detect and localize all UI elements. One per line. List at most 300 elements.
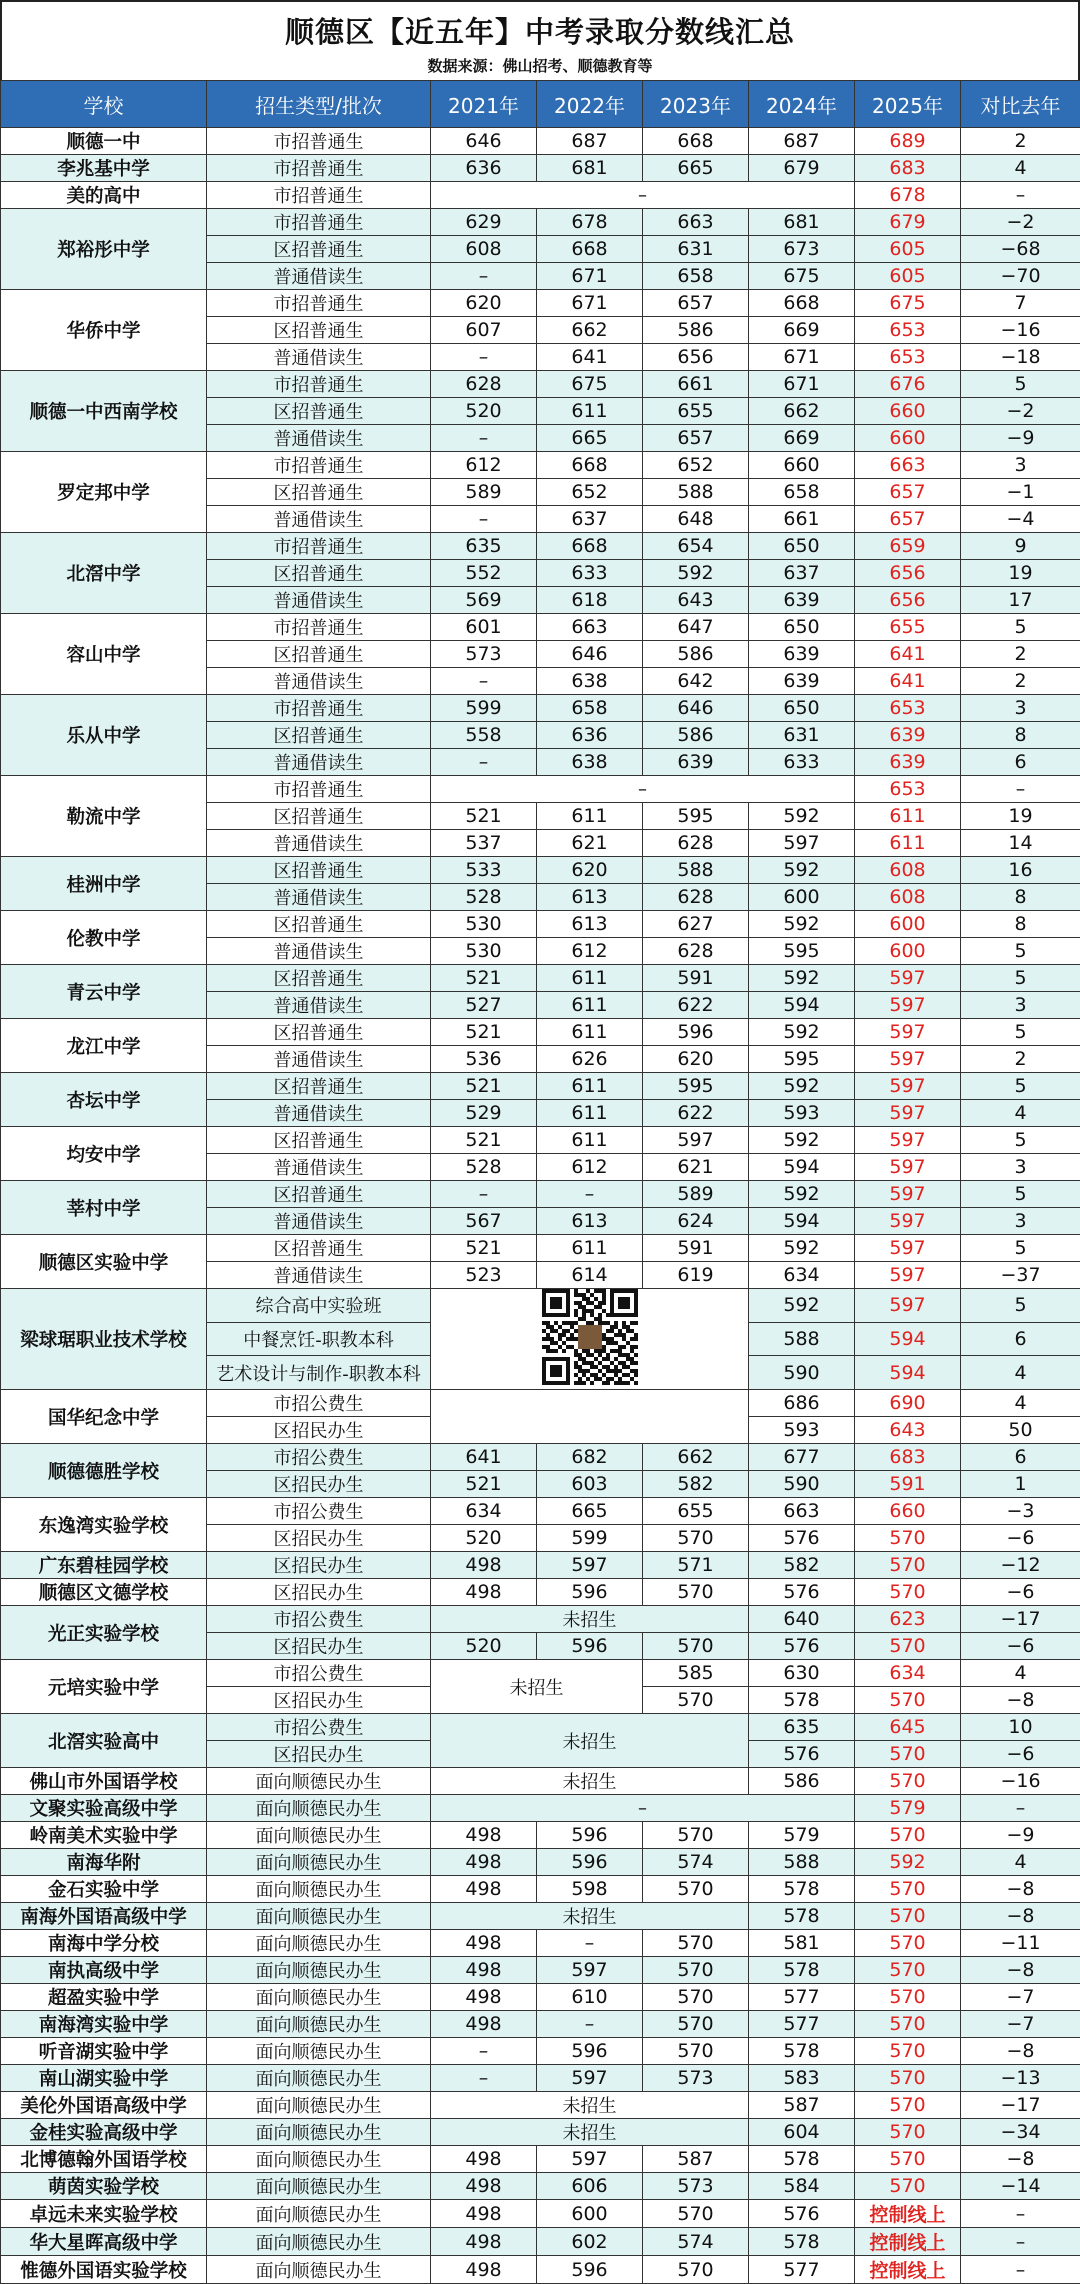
diff-cell: −8 [961,1903,1080,1930]
score-cell: 675 [537,371,643,398]
score-cell: 636 [537,722,643,749]
score-cell: 628 [643,938,749,965]
score-cell: 570 [643,1525,749,1552]
diff-cell: 3 [961,992,1080,1019]
diff-cell: 3 [961,695,1080,722]
score-cell: 586 [749,1768,855,1795]
score-cell: 595 [749,1046,855,1073]
merged-cell: – [431,1795,855,1822]
score-cell: 570 [643,1633,749,1660]
score-cell: 578 [749,2038,855,2065]
diff-cell: −2 [961,209,1080,236]
score-cell: 668 [749,290,855,317]
score-cell: 576 [749,1525,855,1552]
score-2025: 597 [855,992,961,1019]
score-cell: 620 [537,857,643,884]
score-2025: 653 [855,317,961,344]
score-2025: 570 [855,2119,961,2146]
score-cell: 627 [643,911,749,938]
score-2025: 570 [855,1552,961,1579]
score-cell: 646 [643,695,749,722]
diff-cell: −7 [961,1984,1080,2011]
score-cell: 637 [749,560,855,587]
enroll-type: 面向顺德民办生 [207,2092,431,2119]
score-2025: 656 [855,587,961,614]
score-cell: 633 [749,749,855,776]
score-cell: 594 [749,1154,855,1181]
score-cell: 657 [643,425,749,452]
score-2025: 597 [855,1289,961,1323]
diff-cell: – [961,182,1080,209]
diff-cell: −13 [961,2065,1080,2092]
enroll-type: 区招普通生 [207,317,431,344]
enroll-type: 市招公费生 [207,1444,431,1471]
diff-cell: −17 [961,1606,1080,1633]
diff-cell: – [961,2228,1080,2256]
diff-cell: – [961,2200,1080,2228]
diff-cell: −1 [961,479,1080,506]
score-cell: – [537,2011,643,2038]
enroll-type: 区招民办生 [207,1552,431,1579]
score-cell: 662 [749,398,855,425]
score-cell: 622 [643,1100,749,1127]
score-cell: 601 [431,614,537,641]
diff-cell: 9 [961,533,1080,560]
score-2025: 控制线上 [855,2200,961,2228]
diff-cell: 8 [961,911,1080,938]
diff-cell: 8 [961,884,1080,911]
table-row [1,155,1080,182]
score-cell: 521 [431,803,537,830]
score-2025: 655 [855,614,961,641]
page-header [0,0,1080,80]
score-2025: 608 [855,857,961,884]
score-cell: 660 [749,452,855,479]
score-cell: 668 [537,452,643,479]
score-cell: 570 [643,2011,749,2038]
school-name: 南海华附 [1,1849,207,1876]
score-cell: 675 [749,263,855,290]
score-cell: 536 [431,1046,537,1073]
enroll-type: 区招民办生 [207,1417,431,1444]
score-cell: 612 [537,938,643,965]
score-cell: 665 [537,425,643,452]
diff-cell: 5 [961,1235,1080,1262]
school-name: 乐从中学 [1,695,207,776]
enroll-type: 普通借读生 [207,830,431,857]
school-name: 李兆基中学 [1,155,207,182]
score-2025: 570 [855,2092,961,2119]
score-cell: 594 [749,1208,855,1235]
score-cell: 597 [643,1127,749,1154]
school-name: 惟德外国语实验学校 [1,2256,207,2284]
score-2025: 675 [855,290,961,317]
enroll-type: 市招普通生 [207,614,431,641]
score-2025: 660 [855,398,961,425]
score-cell: 599 [537,1525,643,1552]
score-cell: 635 [431,533,537,560]
table-row [1,2038,1080,2065]
score-cell: 635 [749,1714,855,1741]
score-table [0,80,1080,2284]
score-cell: 630 [749,1660,855,1687]
enroll-type: 市招普通生 [207,371,431,398]
score-cell: 650 [749,695,855,722]
score-2025: 579 [855,1795,961,1822]
enroll-type: 区招普通生 [207,1127,431,1154]
diff-cell: 5 [961,1289,1080,1323]
score-2025: 653 [855,695,961,722]
enroll-type: 面向顺德民办生 [207,1822,431,1849]
score-cell: 498 [431,2200,537,2228]
score-cell: 682 [537,1444,643,1471]
score-cell: 595 [643,803,749,830]
school-name: 顺德一中 [1,128,207,155]
diff-cell: −9 [961,425,1080,452]
school-name: 罗定邦中学 [1,452,207,533]
score-2025: 643 [855,1417,961,1444]
score-cell: 588 [749,1322,855,1356]
diff-cell: 16 [961,857,1080,884]
score-cell: 537 [431,830,537,857]
score-cell: 578 [749,1957,855,1984]
score-cell: 588 [643,479,749,506]
score-2025: 591 [855,1471,961,1498]
school-name: 听音湖实验中学 [1,2038,207,2065]
score-cell: 571 [643,1552,749,1579]
diff-cell: −16 [961,1768,1080,1795]
score-cell: 597 [537,1957,643,1984]
score-cell: 681 [749,209,855,236]
enroll-type: 区招普通生 [207,857,431,884]
score-cell: – [431,749,537,776]
score-cell: 599 [431,695,537,722]
score-2025: 570 [855,2146,961,2173]
score-cell: 576 [749,2200,855,2228]
score-2025: 570 [855,1876,961,1903]
col-2022: 2022年 [537,81,643,128]
enroll-type: 区招普通生 [207,1019,431,1046]
merged-cell: 未招生 [431,1903,749,1930]
diff-cell: −6 [961,1633,1080,1660]
score-cell: 498 [431,1957,537,1984]
table-row [1,1849,1080,1876]
score-2025: 597 [855,1235,961,1262]
score-cell: 593 [749,1100,855,1127]
table-body [1,128,1080,2284]
score-2025: 663 [855,452,961,479]
score-cell: 640 [749,1606,855,1633]
score-cell: 646 [431,128,537,155]
school-name: 顺德区实验中学 [1,1235,207,1289]
enroll-type: 面向顺德民办生 [207,2119,431,2146]
table-row [1,1127,1080,1154]
diff-cell: −6 [961,1525,1080,1552]
score-cell: 671 [749,371,855,398]
diff-cell: 19 [961,803,1080,830]
table-row [1,1822,1080,1849]
score-cell: 621 [537,830,643,857]
score-cell: – [431,2038,537,2065]
score-cell: 578 [749,1876,855,1903]
school-name: 容山中学 [1,614,207,695]
table-row [1,1903,1080,1930]
score-2025: 660 [855,425,961,452]
score-cell: 610 [537,1984,643,2011]
diff-cell: 4 [961,1390,1080,1417]
enroll-type: 区招普通生 [207,1235,431,1262]
merged-cell [431,1289,749,1390]
score-cell: 585 [643,1660,749,1687]
score-cell: 570 [643,2200,749,2228]
score-cell: 587 [749,2092,855,2119]
score-2025: 570 [855,1579,961,1606]
score-cell: 611 [537,1019,643,1046]
table-row [1,1660,1080,1687]
score-cell: 628 [643,830,749,857]
score-cell: 656 [643,344,749,371]
enroll-type: 普通借读生 [207,938,431,965]
score-cell: 611 [537,1127,643,1154]
score-cell: 671 [537,263,643,290]
score-cell: 665 [643,155,749,182]
score-2025: 597 [855,965,961,992]
score-cell: 589 [643,1181,749,1208]
score-2025: 657 [855,479,961,506]
diff-cell: 6 [961,1322,1080,1356]
enroll-type: 区招普通生 [207,479,431,506]
score-cell: 613 [537,884,643,911]
score-cell: 642 [643,668,749,695]
enroll-type: 普通借读生 [207,668,431,695]
table-row [1,1768,1080,1795]
school-name: 梁球琚职业技术学校 [1,1289,207,1390]
school-name: 青云中学 [1,965,207,1019]
score-cell: 582 [749,1552,855,1579]
page-title: 顺德区【近五年】中考录取分数线汇总 [2,2,1078,51]
diff-cell: 4 [961,1356,1080,1390]
school-name: 北滘实验高中 [1,1714,207,1768]
school-name: 广东碧桂园学校 [1,1552,207,1579]
enroll-type: 普通借读生 [207,1208,431,1235]
table-row [1,2256,1080,2284]
table-row [1,209,1080,236]
score-2025: 597 [855,1046,961,1073]
score-2025: 653 [855,344,961,371]
school-name: 均安中学 [1,1127,207,1181]
score-2025: 639 [855,749,961,776]
enroll-type: 面向顺德民办生 [207,2200,431,2228]
table-row [1,1498,1080,1525]
table-row [1,1930,1080,1957]
merged-cell: 未招生 [431,2092,749,2119]
enroll-type: 面向顺德民办生 [207,2256,431,2284]
score-cell: 498 [431,1822,537,1849]
enroll-type: 区招普通生 [207,560,431,587]
score-cell: 626 [537,1046,643,1073]
table-row [1,2065,1080,2092]
score-2025: 690 [855,1390,961,1417]
score-cell: 567 [431,1208,537,1235]
diff-cell: 10 [961,1714,1080,1741]
score-cell: 596 [537,1579,643,1606]
score-cell: 652 [643,452,749,479]
score-2025: 641 [855,641,961,668]
enroll-type: 市招普通生 [207,452,431,479]
score-cell: 589 [431,479,537,506]
score-2025: 639 [855,722,961,749]
school-name: 顺德一中西南学校 [1,371,207,452]
score-cell: 578 [749,1687,855,1714]
score-cell: – [431,344,537,371]
score-2025: 570 [855,1741,961,1768]
diff-cell: −70 [961,263,1080,290]
enroll-type: 区招民办生 [207,1525,431,1552]
score-cell: 668 [537,533,643,560]
score-cell: 650 [749,614,855,641]
diff-cell: −11 [961,1930,1080,1957]
diff-cell: −9 [961,1822,1080,1849]
score-cell: 587 [643,2146,749,2173]
enroll-type: 普通借读生 [207,587,431,614]
enroll-type: 面向顺德民办生 [207,2065,431,2092]
score-cell: 597 [537,2065,643,2092]
score-cell: 570 [643,1957,749,1984]
score-cell: 498 [431,1930,537,1957]
score-cell: – [431,668,537,695]
score-cell: – [537,1930,643,1957]
table-row [1,1181,1080,1208]
score-cell: 574 [643,2228,749,2256]
table-row [1,2119,1080,2146]
score-cell: 593 [749,1417,855,1444]
diff-cell: 6 [961,749,1080,776]
score-cell: 570 [643,1687,749,1714]
table-row [1,1606,1080,1633]
enroll-type: 市招公费生 [207,1390,431,1417]
table-row [1,1390,1080,1417]
score-2025: 676 [855,371,961,398]
diff-cell: 6 [961,1444,1080,1471]
score-2025: 683 [855,1444,961,1471]
school-name: 莘村中学 [1,1181,207,1235]
merged-cell [431,1390,749,1444]
score-cell: 687 [537,128,643,155]
enroll-type: 面向顺德民办生 [207,2038,431,2065]
table-row [1,1235,1080,1262]
score-cell: 647 [643,614,749,641]
table-row [1,776,1080,803]
score-cell: 570 [643,1822,749,1849]
score-cell: 639 [749,587,855,614]
school-name: 顺德德胜学校 [1,1444,207,1498]
school-name: 美伦外国语高级中学 [1,2092,207,2119]
score-cell: 520 [431,398,537,425]
table-row [1,965,1080,992]
score-cell: 591 [643,965,749,992]
score-cell: 600 [749,884,855,911]
enroll-type: 区招普通生 [207,722,431,749]
diff-cell: −34 [961,2119,1080,2146]
score-2025: 597 [855,1100,961,1127]
score-cell: 570 [643,1579,749,1606]
score-cell: 592 [749,911,855,938]
school-name: 顺德区文德学校 [1,1579,207,1606]
diff-cell: 5 [961,371,1080,398]
score-cell: 577 [749,2011,855,2038]
enroll-type: 市招公费生 [207,1660,431,1687]
score-cell: – [431,1181,537,1208]
score-2025: 594 [855,1322,961,1356]
diff-cell: 5 [961,1181,1080,1208]
score-cell: 611 [537,992,643,1019]
score-2025: 641 [855,668,961,695]
score-cell: 662 [643,1444,749,1471]
score-2025: 597 [855,1181,961,1208]
col-2025: 2025年 [855,81,961,128]
enroll-type: 面向顺德民办生 [207,2173,431,2200]
school-name: 金桂实验高级中学 [1,2119,207,2146]
score-cell: 592 [749,857,855,884]
school-name: 南海外国语高级中学 [1,1903,207,1930]
table-row [1,1552,1080,1579]
diff-cell: 4 [961,155,1080,182]
diff-cell: – [961,776,1080,803]
score-cell: 686 [749,1390,855,1417]
enroll-type: 市招公费生 [207,1498,431,1525]
diff-cell: 4 [961,1660,1080,1687]
score-cell: 613 [537,911,643,938]
score-2025: 600 [855,938,961,965]
score-cell: 657 [643,290,749,317]
enroll-type: 市招普通生 [207,182,431,209]
diff-cell: −7 [961,2011,1080,2038]
diff-cell: 2 [961,128,1080,155]
school-name: 文聚实验高级中学 [1,1795,207,1822]
school-name: 南执高级中学 [1,1957,207,1984]
enroll-type: 面向顺德民办生 [207,1849,431,1876]
enroll-type: 普通借读生 [207,884,431,911]
diff-cell: – [961,1795,1080,1822]
diff-cell: −8 [961,1957,1080,1984]
score-2025: 570 [855,1903,961,1930]
diff-cell: 17 [961,587,1080,614]
score-cell: 588 [643,857,749,884]
score-cell: 638 [537,668,643,695]
diff-cell: −18 [961,344,1080,371]
score-cell: 592 [749,965,855,992]
score-cell: 597 [537,1552,643,1579]
table-row [1,695,1080,722]
enroll-type: 面向顺德民办生 [207,1903,431,1930]
score-cell: 636 [431,155,537,182]
score-cell: 498 [431,1552,537,1579]
enroll-type: 市招普通生 [207,695,431,722]
enroll-type: 普通借读生 [207,1046,431,1073]
col-school: 学校 [1,81,207,128]
score-cell: 650 [749,533,855,560]
table-row [1,2011,1080,2038]
score-cell: 641 [537,344,643,371]
score-cell: 590 [749,1356,855,1390]
enroll-type: 区招普通生 [207,911,431,938]
enroll-type: 区招普通生 [207,1181,431,1208]
enroll-type: 市招普通生 [207,128,431,155]
school-name: 桂洲中学 [1,857,207,911]
score-cell: 528 [431,1154,537,1181]
score-cell: 530 [431,938,537,965]
table-row [1,1289,1080,1323]
